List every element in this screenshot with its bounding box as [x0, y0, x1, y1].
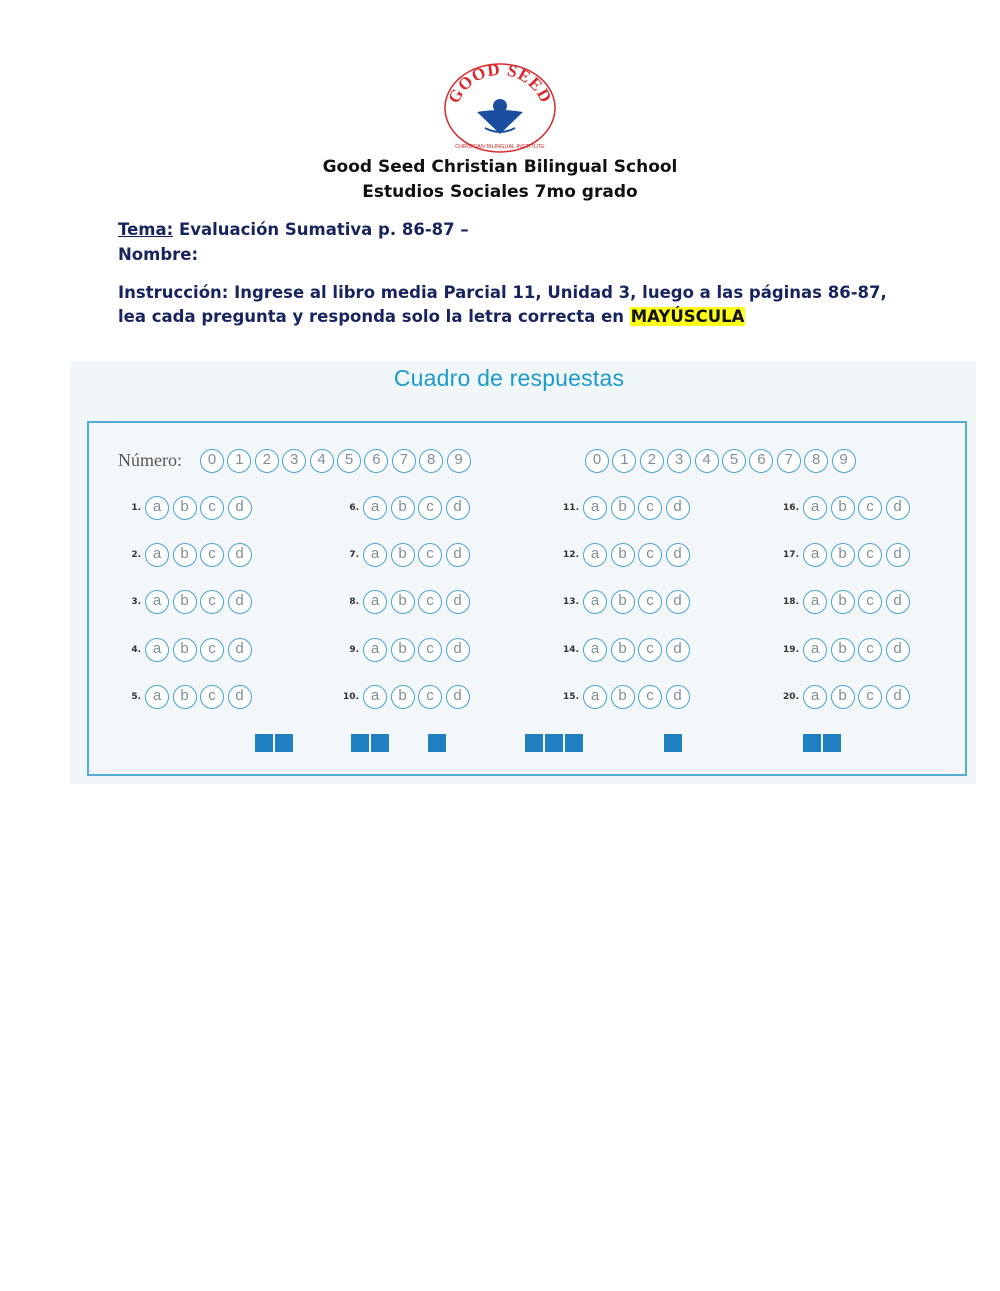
- option-bubble-d[interactable]: d: [446, 543, 470, 567]
- option-bubble-a[interactable]: a: [583, 638, 607, 662]
- instruction-line-2: [118, 307, 745, 326]
- instruction-line-1: Instrucción: Ingrese al libro media Parcial 11, Unidad 3, luego a las páginas 86-87,: [118, 283, 887, 302]
- option-bubble-b[interactable]: b: [173, 590, 197, 614]
- option-bubble-a[interactable]: a: [145, 685, 169, 709]
- option-bubble-c[interactable]: c: [858, 685, 882, 709]
- question-number: 16.: [783, 503, 799, 513]
- option-bubble-c[interactable]: c: [858, 496, 882, 520]
- digit-bubble-0[interactable]: 0: [200, 449, 224, 473]
- tema-value: Evaluación Sumativa p. 86-87 –: [178, 220, 469, 239]
- option-bubble-a[interactable]: a: [803, 543, 827, 567]
- timing-mark: [351, 734, 369, 752]
- option-bubble-d[interactable]: d: [228, 685, 252, 709]
- option-bubble-b[interactable]: b: [173, 638, 197, 662]
- timing-mark: [565, 734, 583, 752]
- numero-label: Número:: [118, 450, 182, 470]
- question-number: 12.: [563, 550, 579, 560]
- option-bubble-b[interactable]: b: [831, 496, 855, 520]
- option-bubble-a[interactable]: a: [803, 496, 827, 520]
- option-bubble-c[interactable]: c: [200, 638, 224, 662]
- option-bubble-b[interactable]: b: [611, 496, 635, 520]
- digit-bubble-9[interactable]: 9: [447, 449, 471, 473]
- option-bubble-c[interactable]: c: [858, 638, 882, 662]
- digit-bubble-6[interactable]: 6: [364, 449, 388, 473]
- option-bubble-d[interactable]: d: [886, 543, 910, 567]
- option-bubble-a[interactable]: a: [363, 543, 387, 567]
- option-bubble-c[interactable]: c: [418, 638, 442, 662]
- digit-bubble-3[interactable]: 3: [667, 449, 691, 473]
- option-bubble-a[interactable]: a: [363, 685, 387, 709]
- option-bubble-c[interactable]: c: [858, 543, 882, 567]
- tema-label: Tema:: [118, 220, 174, 239]
- option-bubble-b[interactable]: b: [831, 590, 855, 614]
- option-bubble-b[interactable]: b: [831, 638, 855, 662]
- option-bubble-b[interactable]: b: [391, 685, 415, 709]
- option-bubble-c[interactable]: c: [418, 685, 442, 709]
- option-bubble-a[interactable]: a: [583, 590, 607, 614]
- option-bubble-d[interactable]: d: [886, 590, 910, 614]
- question-number: 6.: [349, 503, 359, 513]
- option-bubble-a[interactable]: a: [583, 685, 607, 709]
- question-number: 3.: [131, 597, 141, 607]
- question-number: 5.: [131, 692, 141, 702]
- timing-mark: [255, 734, 273, 752]
- question-number: 18.: [783, 597, 799, 607]
- instruction-highlight: MAYÚSCULA: [630, 307, 745, 326]
- option-bubble-d[interactable]: d: [886, 638, 910, 662]
- timing-mark: [525, 734, 543, 752]
- option-bubble-d[interactable]: d: [666, 590, 690, 614]
- option-bubble-d[interactable]: d: [446, 638, 470, 662]
- question-number: 19.: [783, 645, 799, 655]
- timing-mark: [823, 734, 841, 752]
- option-bubble-b[interactable]: b: [173, 543, 197, 567]
- digit-bubble-5[interactable]: 5: [337, 449, 361, 473]
- option-bubble-b[interactable]: b: [391, 496, 415, 520]
- option-bubble-c[interactable]: c: [200, 543, 224, 567]
- option-bubble-d[interactable]: d: [228, 496, 252, 520]
- option-bubble-c[interactable]: c: [638, 543, 662, 567]
- option-bubble-a[interactable]: a: [803, 638, 827, 662]
- question-number: 17.: [783, 550, 799, 560]
- answer-sheet-title: Cuadro de respuestas: [393, 365, 625, 391]
- digit-bubble-5[interactable]: 5: [722, 449, 746, 473]
- school-name: Good Seed Christian Bilingual School: [322, 157, 678, 177]
- timing-mark: [275, 734, 293, 752]
- digit-bubble-0[interactable]: 0: [585, 449, 609, 473]
- option-bubble-d[interactable]: d: [886, 685, 910, 709]
- timing-mark: [371, 734, 389, 752]
- digit-bubble-3[interactable]: 3: [282, 449, 306, 473]
- logo-banner-text: CHRISTIAN BILINGUAL INSTITUTE: [455, 144, 545, 150]
- timing-mark: [545, 734, 563, 752]
- option-bubble-d[interactable]: d: [228, 590, 252, 614]
- option-bubble-c[interactable]: c: [858, 590, 882, 614]
- option-bubble-d[interactable]: d: [228, 638, 252, 662]
- digit-bubble-7[interactable]: 7: [777, 449, 801, 473]
- question-number: 8.: [349, 597, 359, 607]
- option-bubble-c[interactable]: c: [638, 590, 662, 614]
- option-bubble-b[interactable]: b: [611, 638, 635, 662]
- school-logo: [441, 62, 559, 154]
- digit-bubble-2[interactable]: 2: [640, 449, 664, 473]
- option-bubble-c[interactable]: c: [418, 496, 442, 520]
- option-bubble-d[interactable]: d: [886, 496, 910, 520]
- option-bubble-c[interactable]: c: [200, 590, 224, 614]
- digit-bubble-9[interactable]: 9: [832, 449, 856, 473]
- tema-line: [118, 220, 469, 239]
- option-bubble-c[interactable]: c: [418, 543, 442, 567]
- option-bubble-a[interactable]: a: [145, 638, 169, 662]
- option-bubble-b[interactable]: b: [391, 638, 415, 662]
- digit-bubble-2[interactable]: 2: [255, 449, 279, 473]
- logo-arc-text: GOOD SEED: [444, 62, 556, 107]
- option-bubble-a[interactable]: a: [803, 685, 827, 709]
- digit-bubble-7[interactable]: 7: [392, 449, 416, 473]
- option-bubble-d[interactable]: d: [666, 638, 690, 662]
- digit-bubble-6[interactable]: 6: [749, 449, 773, 473]
- option-bubble-c[interactable]: c: [638, 496, 662, 520]
- question-number: 2.: [131, 550, 141, 560]
- option-bubble-d[interactable]: d: [666, 543, 690, 567]
- option-bubble-b[interactable]: b: [391, 590, 415, 614]
- question-number: 9.: [349, 645, 359, 655]
- option-bubble-a[interactable]: a: [583, 496, 607, 520]
- option-bubble-d[interactable]: d: [446, 685, 470, 709]
- question-number: 15.: [563, 692, 579, 702]
- option-bubble-c[interactable]: c: [200, 685, 224, 709]
- option-bubble-a[interactable]: a: [363, 590, 387, 614]
- question-number: 20.: [783, 692, 799, 702]
- nombre-label: Nombre:: [118, 245, 199, 264]
- option-bubble-c[interactable]: c: [418, 590, 442, 614]
- timing-mark: [803, 734, 821, 752]
- option-bubble-d[interactable]: d: [446, 496, 470, 520]
- option-bubble-a[interactable]: a: [145, 496, 169, 520]
- digit-bubble-1[interactable]: 1: [612, 449, 636, 473]
- option-bubble-b[interactable]: b: [611, 685, 635, 709]
- option-bubble-b[interactable]: b: [831, 543, 855, 567]
- question-number: 10.: [343, 692, 359, 702]
- option-bubble-d[interactable]: d: [666, 496, 690, 520]
- option-bubble-d[interactable]: d: [446, 590, 470, 614]
- question-number: 1.: [131, 503, 141, 513]
- course-name: Estudios Sociales 7mo grado: [362, 182, 638, 202]
- option-bubble-b[interactable]: b: [831, 685, 855, 709]
- option-bubble-c[interactable]: c: [200, 496, 224, 520]
- option-bubble-a[interactable]: a: [803, 590, 827, 614]
- digit-bubble-4[interactable]: 4: [695, 449, 719, 473]
- timing-mark: [428, 734, 446, 752]
- digit-bubble-8[interactable]: 8: [419, 449, 443, 473]
- option-bubble-b[interactable]: b: [391, 543, 415, 567]
- question-number: 13.: [563, 597, 579, 607]
- option-bubble-d[interactable]: d: [228, 543, 252, 567]
- question-number: 7.: [349, 550, 359, 560]
- option-bubble-b[interactable]: b: [173, 685, 197, 709]
- digit-bubble-4[interactable]: 4: [310, 449, 334, 473]
- question-number: 14.: [563, 645, 579, 655]
- option-bubble-a[interactable]: a: [583, 543, 607, 567]
- question-number: 4.: [131, 645, 141, 655]
- option-bubble-a[interactable]: a: [145, 590, 169, 614]
- option-bubble-d[interactable]: d: [666, 685, 690, 709]
- timing-mark: [664, 734, 682, 752]
- option-bubble-a[interactable]: a: [363, 638, 387, 662]
- option-bubble-c[interactable]: c: [638, 638, 662, 662]
- option-bubble-a[interactable]: a: [145, 543, 169, 567]
- instruction-text: lea cada pregunta y responda solo la letra correcta en: [118, 307, 625, 326]
- option-bubble-b[interactable]: b: [611, 543, 635, 567]
- digit-bubble-1[interactable]: 1: [227, 449, 251, 473]
- option-bubble-b[interactable]: b: [611, 590, 635, 614]
- question-number: 11.: [563, 503, 579, 513]
- option-bubble-a[interactable]: a: [363, 496, 387, 520]
- option-bubble-b[interactable]: b: [173, 496, 197, 520]
- option-bubble-c[interactable]: c: [638, 685, 662, 709]
- digit-bubble-8[interactable]: 8: [804, 449, 828, 473]
